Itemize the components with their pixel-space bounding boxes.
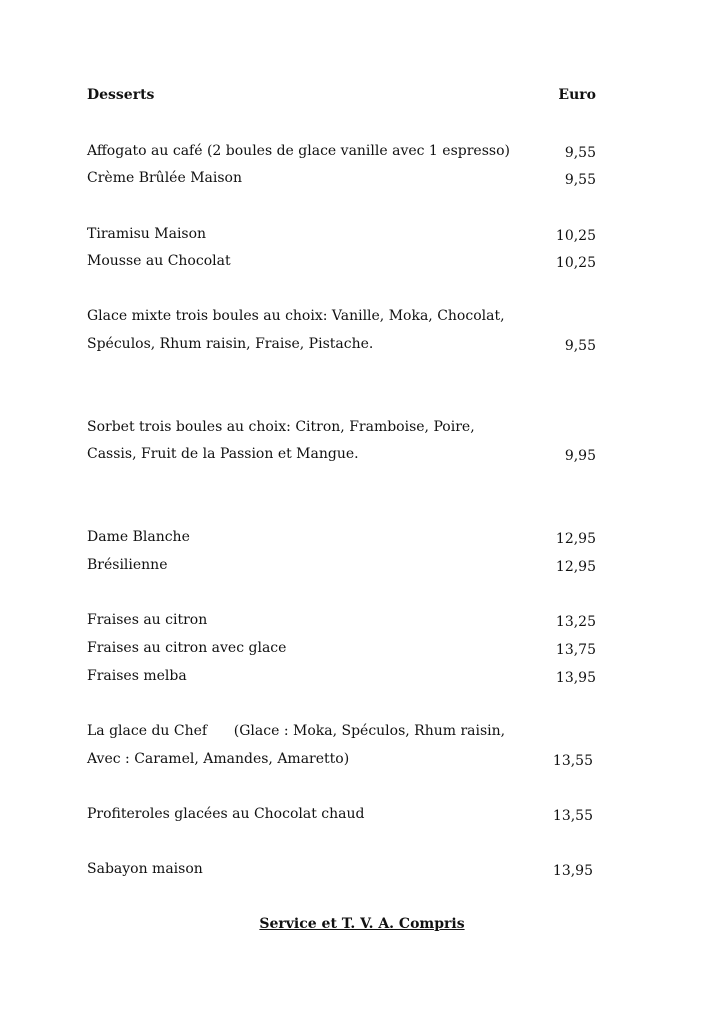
item-name-bresilienne: Brésilienne — [87, 557, 168, 573]
item-name-mousse: Mousse au Chocolat — [87, 253, 231, 269]
item-price-profiteroles: 13,55 — [552, 808, 593, 824]
item-price-fraises-melba: 13,95 — [555, 670, 596, 686]
item-name-fraises-citron-glace: Fraises au citron avec glace — [87, 640, 287, 656]
item-name-dame-blanche: Dame Blanche — [87, 529, 190, 545]
item-name-profiteroles: Profiteroles glacées au Chocolat chaud — [87, 806, 365, 822]
item-name-affogato: Affogato au café (2 boules de glace vanille avec 1 espresso) — [87, 143, 510, 159]
item-name-glace-mixte-line1: Glace mixte trois boules au choix: Vanille, Moka, Chocolat, — [87, 308, 505, 324]
item-price-fraises-citron-glace: 13,75 — [555, 642, 596, 658]
item-name-sorbet-line2: Cassis, Fruit de la Passion et Mangue. — [87, 446, 359, 462]
menu-title: Desserts — [87, 87, 155, 103]
item-name-fraises-melba: Fraises melba — [87, 668, 187, 684]
item-name-tiramisu: Tiramisu Maison — [87, 226, 207, 242]
item-price-affogato: 9,55 — [564, 145, 596, 161]
item-name-fraises-citron: Fraises au citron — [87, 612, 208, 628]
item-price-tiramisu: 10,25 — [555, 228, 596, 244]
item-price-dame-blanche: 12,95 — [555, 531, 596, 547]
item-name-creme-brulee: Crème Brûlée Maison — [87, 170, 242, 186]
item-price-sorbet: 9,95 — [564, 448, 596, 464]
item-price-bresilienne: 12,95 — [555, 559, 596, 575]
item-name-sabayon: Sabayon maison — [87, 861, 203, 877]
item-price-mousse: 10,25 — [555, 255, 596, 271]
currency-label: Euro — [558, 87, 596, 103]
item-name-glace-mixte-line2: Spéculos, Rhum raisin, Fraise, Pistache. — [87, 336, 374, 352]
item-name-glace-du-chef-line1: La glace du Chef (Glace : Moka, Spéculos, Rhum raisin, — [87, 723, 506, 739]
item-price-creme-brulee: 9,55 — [564, 172, 596, 188]
item-price-fraises-citron: 13,25 — [555, 614, 596, 630]
item-name-sorbet-line1: Sorbet trois boules au choix: Citron, Framboise, Poire, — [87, 419, 475, 435]
item-price-sabayon: 13,95 — [552, 863, 593, 879]
item-price-glace-du-chef: 13,55 — [552, 753, 593, 769]
item-price-glace-mixte: 9,55 — [564, 338, 596, 354]
item-name-glace-du-chef-line2: Avec : Caramel, Amandes, Amaretto) — [87, 751, 350, 767]
service-note: Service et T. V. A. Compris — [259, 916, 465, 932]
